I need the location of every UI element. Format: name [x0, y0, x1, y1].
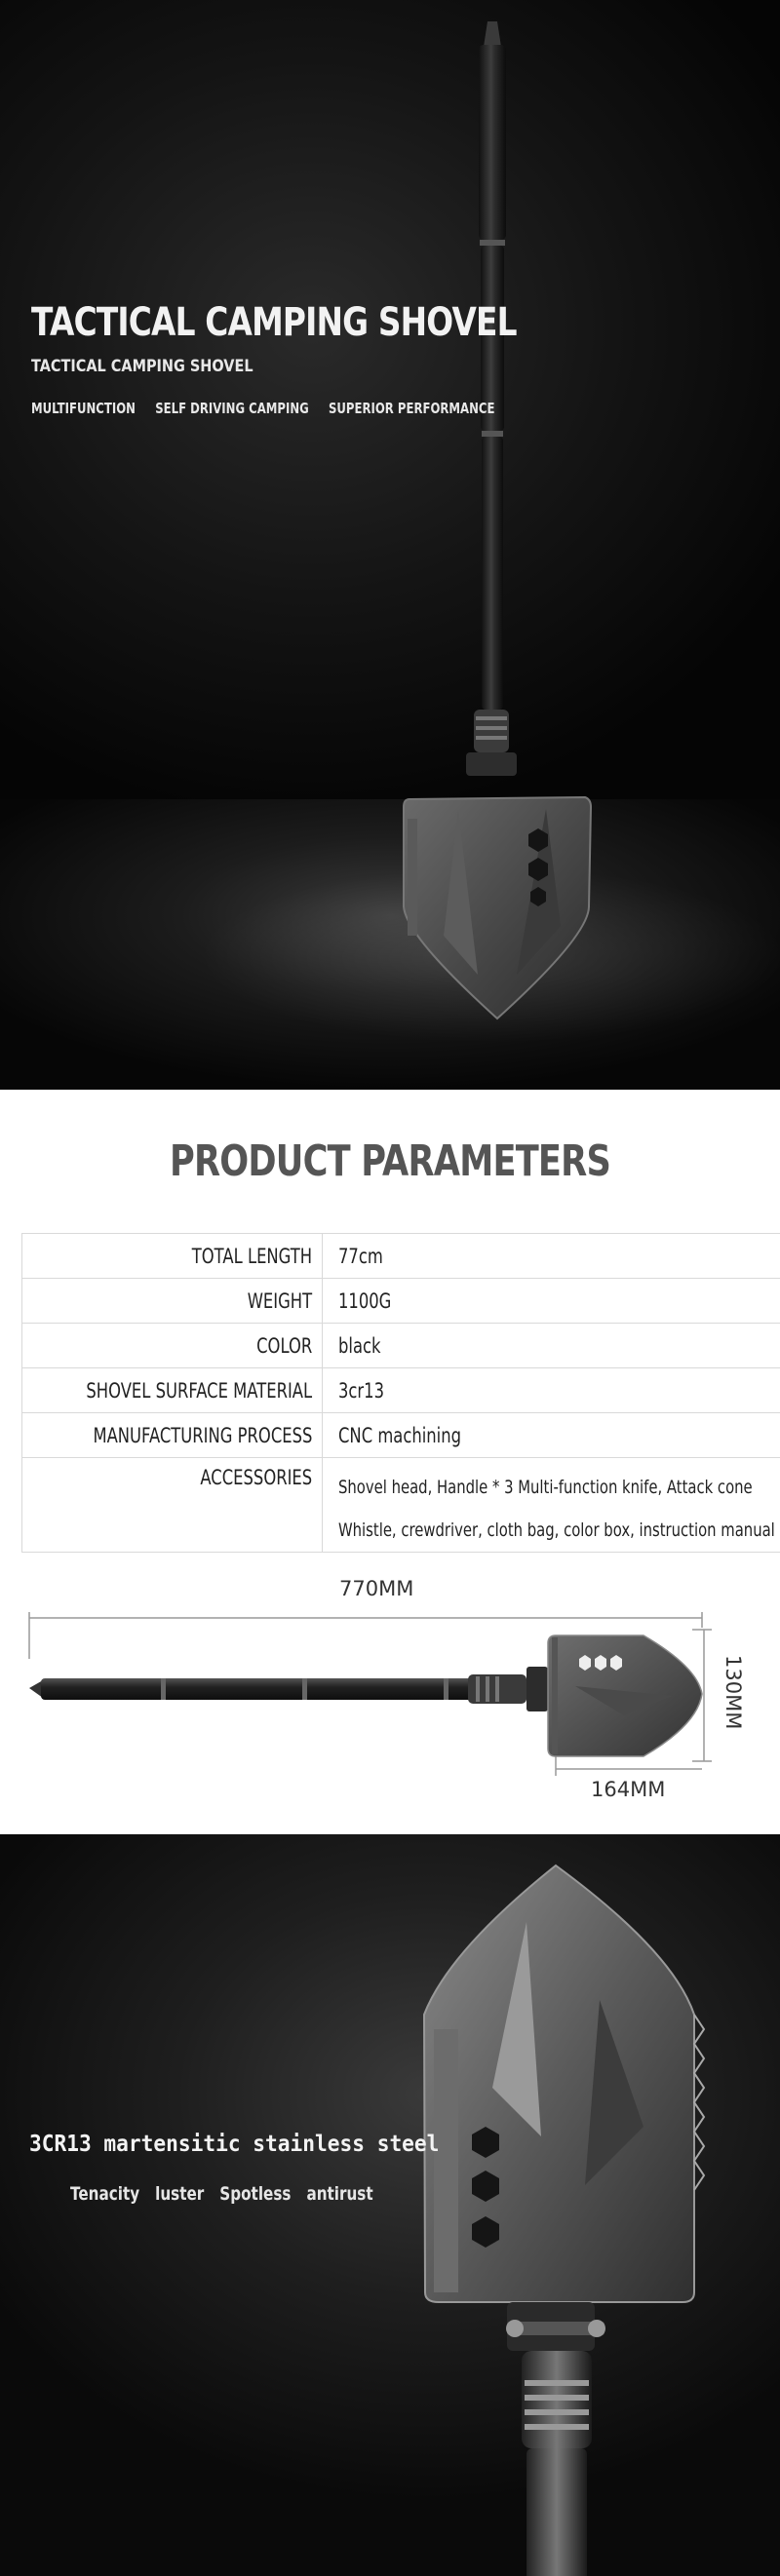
- table-row: [22, 1368, 780, 1413]
- param-value: 1100G: [338, 1288, 392, 1313]
- hero-tag: SELF DRIVING CAMPING: [155, 400, 309, 417]
- param-value: 77cm: [338, 1244, 383, 1268]
- param-label: MANUFACTURING PROCESS: [93, 1423, 313, 1447]
- material-tag: Tenacity: [70, 2183, 140, 2205]
- param-label: COLOR: [255, 1333, 313, 1358]
- table-row: [22, 1324, 780, 1368]
- accessories-line: Whistle, crewdriver, cloth bag, color box, instruction manual: [338, 1519, 775, 1541]
- parameters-heading: PRODUCT PARAMETERS: [169, 1136, 611, 1186]
- hero-tag: MULTIFUNCTION: [31, 400, 136, 417]
- dimensions-diagram: [0, 1569, 780, 1842]
- param-label: SHOVEL SURFACE MATERIAL: [86, 1378, 313, 1403]
- material-banner: [0, 1834, 780, 2576]
- hero-shovel-image: [0, 0, 780, 1090]
- material-tag: antirust: [306, 2183, 373, 2205]
- param-value: 3cr13: [338, 1378, 385, 1403]
- hero-tags: [31, 400, 515, 417]
- material-tag: luster: [155, 2183, 205, 2205]
- hero-title: TACTICAL CAMPING SHOVEL: [31, 300, 517, 345]
- hero-banner: [0, 0, 780, 1090]
- material-tags: [70, 2183, 389, 2205]
- material-tag: Spotless: [219, 2183, 292, 2205]
- length-label: 770MM: [339, 1577, 414, 1600]
- table-row: [22, 1413, 780, 1458]
- param-label: TOTAL LENGTH: [191, 1244, 313, 1268]
- param-label: WEIGHT: [247, 1288, 313, 1313]
- hero-tag: SUPERIOR PERFORMANCE: [329, 400, 495, 417]
- dimension-shovel-image: [0, 1569, 780, 1842]
- material-title: 3CR13 martensitic stainless steel: [29, 2132, 440, 2157]
- width-label: 164MM: [591, 1778, 666, 1801]
- param-value: black: [338, 1333, 381, 1358]
- material-shovel-image: [0, 1834, 780, 2576]
- param-label: ACCESSORIES: [200, 1466, 313, 1489]
- hero-subtitle: TACTICAL CAMPING SHOVEL: [31, 357, 254, 376]
- table-row: [22, 1234, 780, 1279]
- parameters-table: [21, 1233, 780, 1553]
- table-row-accessories: [22, 1458, 780, 1553]
- param-value: CNC machining: [338, 1423, 462, 1447]
- accessories-line: Shovel head, Handle * 3 Multi-function knife, Attack cone: [338, 1477, 753, 1498]
- table-row: [22, 1279, 780, 1324]
- height-label: 130MM: [722, 1655, 745, 1730]
